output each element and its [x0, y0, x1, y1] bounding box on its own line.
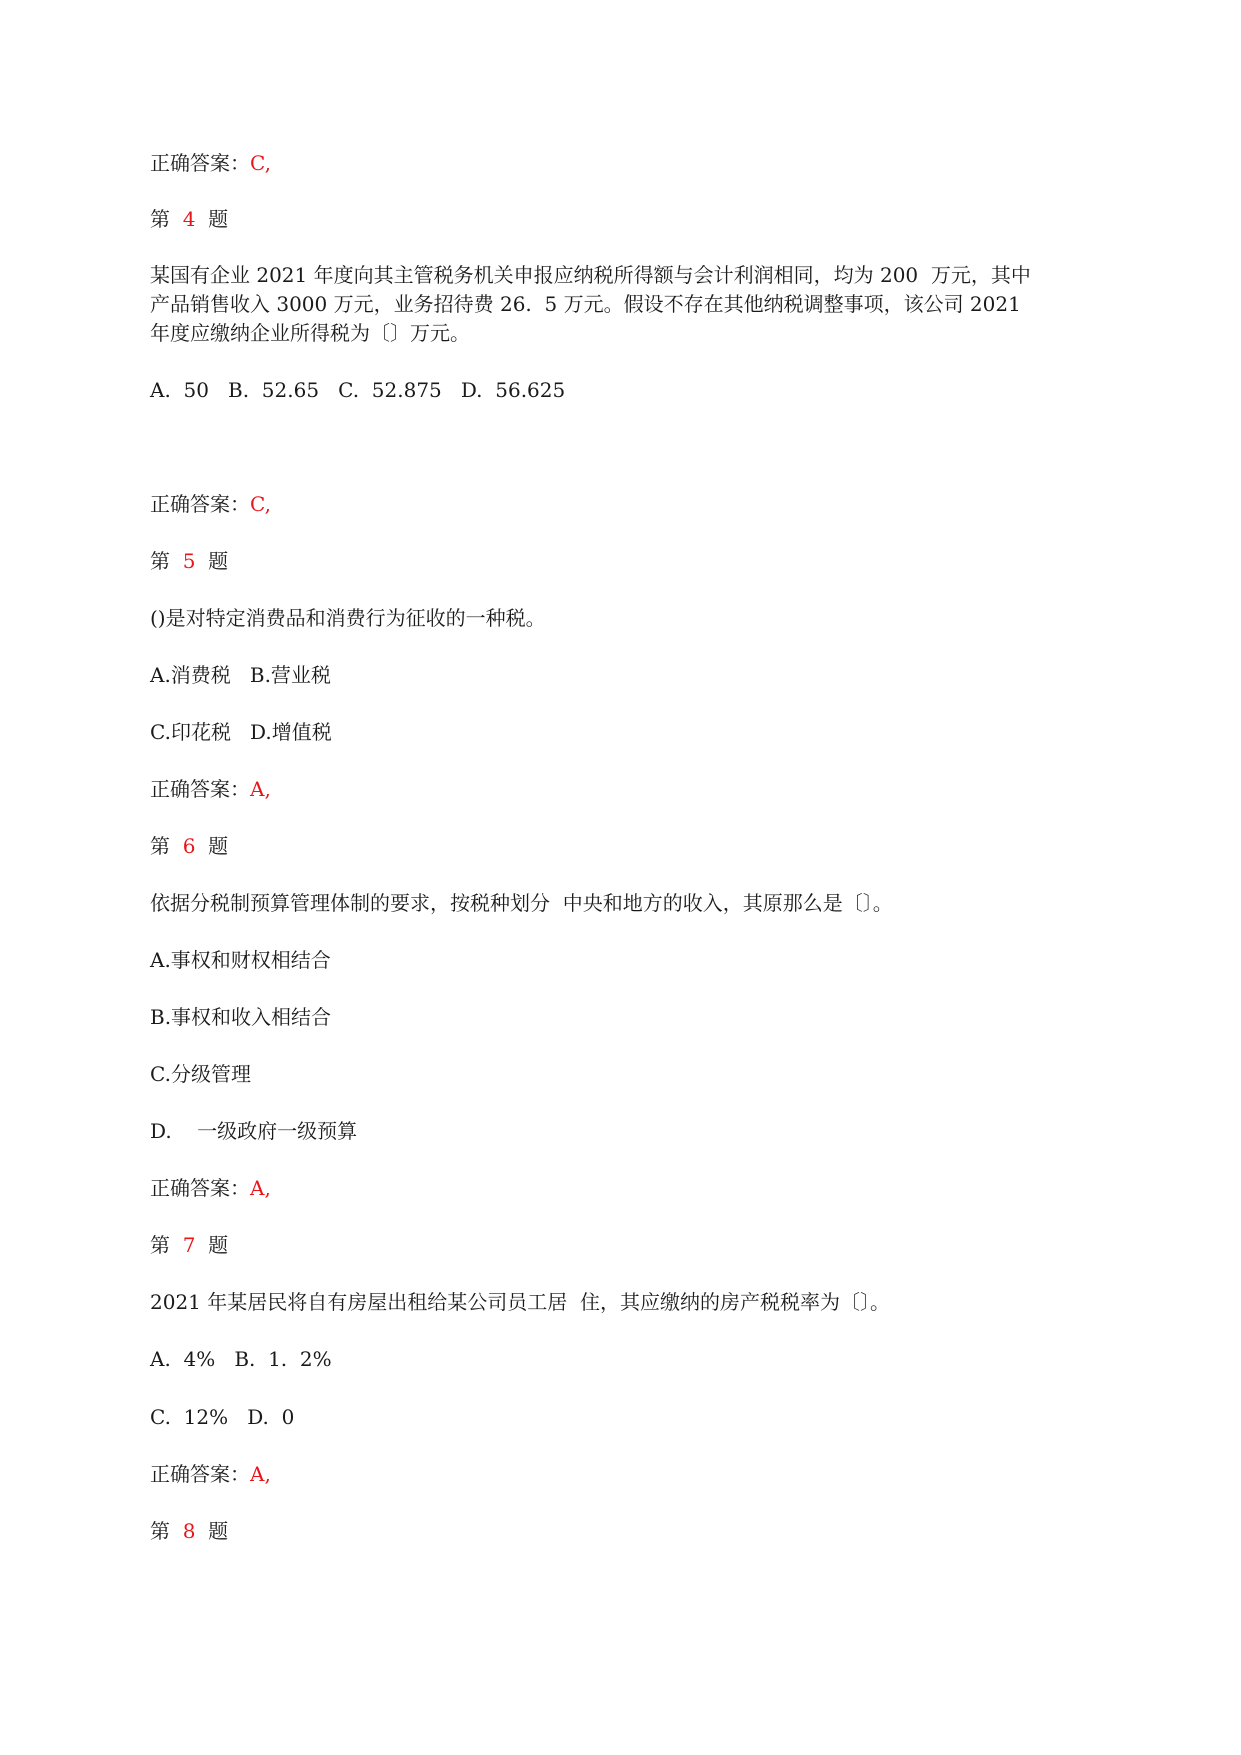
answer-value: C,	[250, 151, 271, 175]
question-number: 6	[182, 834, 196, 858]
question-option-6-b: B.事权和收入相结合	[150, 1005, 332, 1029]
question-prefix: 第	[150, 834, 170, 858]
question-options-5-line-1: A.消费税 B.营业税	[150, 663, 331, 687]
question-heading-5	[150, 547, 228, 575]
answer-label: 正确答案：	[150, 151, 250, 175]
question-stem-4-line-2: 产品销售收入 3000 万元，业务招待费 26. 5 万元。假设不存在其他纳税调整事项，该公司 2021	[150, 292, 1021, 316]
question-options-5-line-2: C.印花税 D.增值税	[150, 720, 332, 744]
question-stem-4-line-3: 年度应缴纳企业所得税为〔〕万元。	[150, 321, 470, 345]
question-stem-5: ()是对特定消费品和消费行为征收的一种税。	[150, 606, 546, 630]
answer-label: 正确答案：	[150, 492, 250, 516]
question-suffix: 题	[208, 549, 229, 573]
question-suffix: 题	[208, 1519, 229, 1543]
question-suffix: 题	[208, 207, 229, 231]
question-number: 5	[182, 549, 196, 573]
answer-label: 正确答案：	[150, 1176, 250, 1200]
question-heading-7	[150, 1231, 228, 1259]
question-suffix: 题	[208, 834, 229, 858]
answer-line-q4	[150, 490, 271, 518]
answer-label: 正确答案：	[150, 777, 250, 801]
question-heading-4	[150, 205, 228, 233]
question-option-6-d: D. 一级政府一级预算	[150, 1119, 358, 1143]
answer-value: A,	[250, 1176, 271, 1200]
question-suffix: 题	[208, 1233, 229, 1257]
question-number: 8	[182, 1519, 196, 1543]
question-prefix: 第	[150, 1519, 170, 1543]
question-options-7-line-2: C. 12% D. 0	[150, 1405, 295, 1429]
answer-value: A,	[250, 777, 271, 801]
question-heading-8	[150, 1517, 228, 1545]
question-stem-6: 依据分税制预算管理体制的要求，按税种划分 中央和地方的收入，其原那么是〔〕。	[150, 891, 893, 915]
question-prefix: 第	[150, 1233, 170, 1257]
question-prefix: 第	[150, 207, 170, 231]
answer-label: 正确答案：	[150, 1462, 250, 1486]
question-prefix: 第	[150, 549, 170, 573]
question-options-4: A. 50 B. 52.65 C. 52.875 D. 56.625	[150, 378, 566, 402]
answer-line-q7	[150, 1460, 271, 1488]
question-stem-4-line-1: 某国有企业 2021 年度向其主管税务机关申报应纳税所得额与会计利润相同，均为 200 万元，其中	[150, 263, 1031, 287]
answer-line-q3	[150, 149, 271, 177]
answer-line-q5	[150, 775, 271, 803]
question-number: 4	[182, 207, 196, 231]
question-number: 7	[182, 1233, 196, 1257]
question-option-6-c: C.分级管理	[150, 1062, 251, 1086]
question-heading-6	[150, 832, 228, 860]
answer-value: C,	[250, 492, 271, 516]
question-option-6-a: A.事权和财权相结合	[150, 948, 331, 972]
question-options-7-line-1: A. 4% B. 1. 2%	[150, 1347, 332, 1371]
answer-value: A,	[250, 1462, 271, 1486]
answer-line-q6	[150, 1174, 271, 1202]
question-stem-7: 2021 年某居民将自有房屋出租给某公司员工居 住，其应缴纳的房产税税率为〔〕。	[150, 1290, 890, 1314]
